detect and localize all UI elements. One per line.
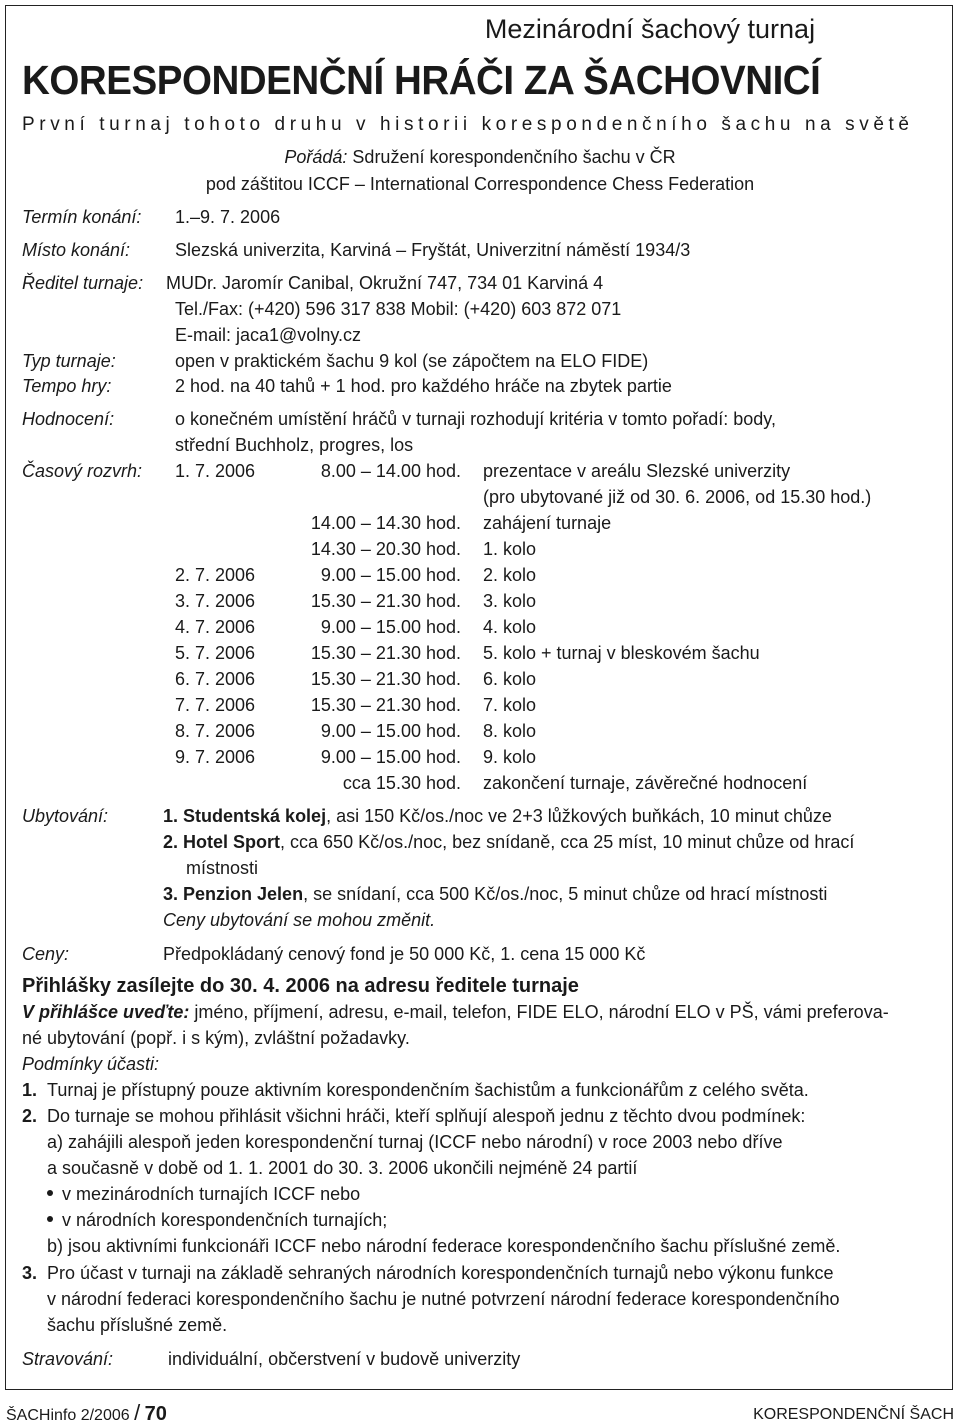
schedule-event: prezentace v areálu Slezské univerzity — [483, 461, 791, 481]
hodnoceni-label: Hodnocení: — [22, 409, 115, 429]
condition-3-num: 3. — [22, 1263, 38, 1283]
condition-3-line-2: v národní federaci korespondenčního šachu je nutné potvrzení národní federace korespondenčního — [47, 1289, 840, 1309]
ceny-label: Ceny: — [22, 944, 70, 964]
organizer-label: Pořádá: — [284, 147, 348, 167]
accommodation-note: Ceny ubytování se mohou změnit. — [163, 910, 436, 930]
schedule-time: 8.00 – 14.00 hod. — [320, 461, 461, 481]
schedule-date: 5. 7. 2006 — [175, 643, 256, 663]
schedule-time: 9.00 – 15.00 hod. — [320, 721, 461, 741]
schedule-event: 7. kolo — [483, 695, 537, 715]
hodnoceni-line-2: střední Buchholz, progres, los — [175, 435, 414, 455]
condition-3-line-1: Pro účast v turnaji na základě sehraných národních korespondenčních turnajů nebo výkonu funkce — [47, 1263, 834, 1283]
termin-value: 1.–9. 7. 2006 — [175, 207, 281, 227]
page-title: KORESPONDENČNÍ HRÁČI ZA ŠACHOVNICÍ — [22, 57, 821, 103]
conditions-label: Podmínky účasti: — [22, 1054, 160, 1074]
organizer-value: Sdružení korespondenčního šachu v ČR — [352, 147, 676, 167]
accommodation-1-num: 1. — [163, 806, 179, 826]
condition-1-text: Turnaj je přístupný pouze aktivním korespondenčním šachistům a funkcionářům z celého světa. — [47, 1080, 809, 1100]
schedule-event: 9. kolo — [483, 747, 537, 767]
schedule-time: 9.00 – 15.00 hod. — [320, 747, 461, 767]
bullet-1-text: v mezinárodních turnajích ICCF nebo — [62, 1184, 361, 1204]
schedule-time: 9.00 – 15.00 hod. — [320, 617, 461, 637]
condition-2a-line-2: a současně v době od 1. 1. 2001 do 30. 3. 2006 ukončili nejméně 24 partií — [47, 1158, 638, 1178]
accommodation-item-1 — [163, 805, 832, 827]
schedule-date: 9. 7. 2006 — [175, 747, 256, 767]
typ-label: Typ turnaje: — [22, 351, 116, 371]
section-name: KORESPONDENČNÍ ŠACH — [753, 1406, 954, 1423]
accommodation-3-num: 3. — [163, 884, 179, 904]
condition-2-num: 2. — [22, 1106, 38, 1126]
condition-2-text: Do turnaje se mohou přihlásit všichni hráči, kteří splňují alespoň jednu z těchto dvou podmínek: — [47, 1106, 806, 1126]
stravovani-label: Stravování: — [22, 1349, 114, 1369]
ceny-value: Předpokládaný cenový fond je 50 000 Kč, 1. cena 15 000 Kč — [163, 944, 646, 964]
hodnoceni-line-1: o konečném umístění hráčů v turnaji rozhodují kritéria v tomto pořadí: body, — [175, 409, 776, 429]
schedule-date: 2. 7. 2006 — [175, 565, 256, 585]
accommodation-2-name: Hotel Sport — [183, 832, 281, 852]
ubytovani-label: Ubytování: — [22, 806, 109, 826]
schedule-date: 7. 7. 2006 — [175, 695, 256, 715]
uvedte-text: jméno, příjmení, adresu, e-mail, telefon, FIDE ELO, národní ELO v PŠ, vámi preferova- — [194, 1002, 889, 1022]
schedule-date: 6. 7. 2006 — [175, 669, 256, 689]
schedule-time: 14.00 – 14.30 hod. — [310, 513, 461, 533]
reditel-line-1: MUDr. Jaromír Canibal, Okružní 747, 734 01 Karviná 4 — [166, 273, 604, 293]
schedule-date: 3. 7. 2006 — [175, 591, 256, 611]
misto-label: Místo konání: — [22, 240, 131, 260]
accommodation-3-details: , se snídaní, cca 500 Kč/os./noc, 5 minut chůze od hrací místnosti — [303, 884, 828, 904]
footer-left — [6, 1400, 167, 1426]
reditel-label: Ředitel turnaje: — [22, 273, 144, 293]
uvedte-line-2: né ubytování (popř. i s kým), zvláštní požadavky. — [22, 1028, 410, 1048]
condition-2-bullet-2 — [47, 1209, 387, 1231]
patronage-line: pod záštitou ICCF – International Correspondence Chess Federation — [205, 174, 755, 194]
condition-2-bullet-1 — [47, 1183, 360, 1205]
schedule-time: 15.30 – 21.30 hod. — [310, 695, 461, 715]
footer-separator: / — [134, 1400, 141, 1425]
schedule-event: 8. kolo — [483, 721, 537, 741]
accommodation-2-num: 2. — [163, 832, 179, 852]
schedule-event: zahájení turnaje — [483, 513, 612, 533]
schedule-event: 4. kolo — [483, 617, 537, 637]
schedule-event: zakončení turnaje, závěrečné hodnocení — [483, 773, 808, 793]
reditel-email: E-mail: jaca1@volny.cz — [175, 325, 361, 345]
schedule-date: 4. 7. 2006 — [175, 617, 256, 637]
accommodation-item-3 — [163, 883, 827, 905]
typ-value: open v praktickém šachu 9 kol (se zápočtem na ELO FIDE) — [175, 351, 649, 371]
supertitle-text: Mezinárodní šachový turnaj — [484, 14, 816, 44]
organizer-line — [0, 146, 960, 168]
uvedte-label: V přihlášce uveďte: — [22, 1002, 190, 1022]
accommodation-item-2 — [163, 831, 854, 853]
schedule-event: 3. kolo — [483, 591, 537, 611]
condition-1-num: 1. — [22, 1080, 38, 1100]
schedule-date: 1. 7. 2006 — [175, 461, 256, 481]
stravovani-value: individuální, občerstvení v budově univerzity — [168, 1349, 521, 1369]
accommodation-1-name: Studentská kolej — [183, 806, 327, 826]
accommodation-2-details: , cca 650 Kč/os./noc, bez snídaně, cca 25 míst, 10 minut chůze od hrací — [280, 832, 855, 852]
accommodation-1-details: , asi 150 Kč/os./noc ve 2+3 lůžkových buňkách, 10 minut chůze — [326, 806, 832, 826]
condition-2b: b) jsou aktivními funkcionáři ICCF nebo národní federace korespondenčního šachu příslušné země. — [47, 1236, 841, 1256]
tempo-value: 2 hod. na 40 tahů + 1 hod. pro každého hráče na zbytek partie — [175, 376, 672, 396]
condition-2a-line-1: a) zahájili alespoň jeden korespondenční turnaj (ICCF nebo národní) v roce 2003 nebo dříve — [47, 1132, 783, 1152]
page-subtitle: První turnaj tohoto druhu v historii korespondenčního šachu na světě — [22, 114, 914, 135]
bullet-2-text: v národních korespondenčních turnajích; — [62, 1210, 388, 1230]
accommodation-2-continuation: místnosti — [186, 858, 259, 878]
schedule-time: 15.30 – 21.30 hod. — [310, 643, 461, 663]
bullet-icon — [47, 1216, 53, 1222]
schedule-time: 14.30 – 20.30 hod. — [310, 539, 461, 559]
reditel-line-2: Tel./Fax: (+420) 596 317 838 Mobil: (+420) 603 872 071 — [175, 299, 622, 319]
schedule-event: 2. kolo — [483, 565, 537, 585]
schedule-date: 8. 7. 2006 — [175, 721, 256, 741]
termin-label: Termín konání: — [22, 207, 142, 227]
application-heading: Přihlášky zasílejte do 30. 4. 2006 na adresu ředitele turnaje — [22, 975, 579, 997]
schedule-event: 5. kolo + turnaj v bleskovém šachu — [483, 643, 760, 663]
schedule-label: Časový rozvrh: — [22, 461, 143, 481]
schedule-time: 15.30 – 21.30 hod. — [310, 591, 461, 611]
schedule-time: 15.30 – 21.30 hod. — [310, 669, 461, 689]
magazine-name: ŠACHinfo 2/2006 — [6, 1407, 130, 1424]
schedule-event: 1. kolo — [483, 539, 537, 559]
accommodation-3-name: Penzion Jelen — [183, 884, 304, 904]
uvedte-line-1 — [22, 1001, 889, 1023]
condition-3-line-3: šachu příslušné země. — [47, 1315, 228, 1335]
schedule-event: (pro ubytované již od 30. 6. 2006, od 15.30 hod.) — [483, 487, 872, 507]
page-supertitle — [0, 14, 960, 45]
tempo-label: Tempo hry: — [22, 376, 112, 396]
schedule-time: cca 15.30 hod. — [342, 773, 461, 793]
page-number: 70 — [144, 1403, 167, 1425]
bullet-icon — [47, 1190, 53, 1196]
schedule-time: 9.00 – 15.00 hod. — [320, 565, 461, 585]
misto-value: Slezská univerzita, Karviná – Fryštát, Univerzitní náměstí 1934/3 — [175, 240, 691, 260]
schedule-event: 6. kolo — [483, 669, 537, 689]
